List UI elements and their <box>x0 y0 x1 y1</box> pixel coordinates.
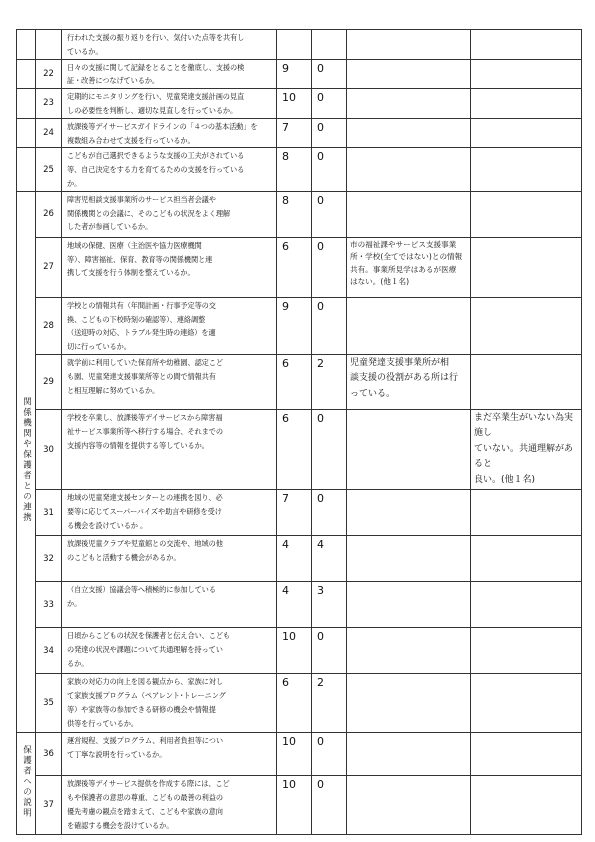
improvement-cell <box>471 536 582 582</box>
item-number: 28 <box>36 297 62 354</box>
comment-cell <box>347 490 471 536</box>
improvement-cell <box>471 89 582 119</box>
table-row <box>17 409 582 490</box>
comment-cell <box>347 674 471 733</box>
item-text: 地域の保健、医療（主治医や協力医療機関 等）、障害福祉、保育、教育等の関係機関と連 携して支援を行う体制を整えているか。 <box>62 237 277 297</box>
item-number: 33 <box>36 582 62 628</box>
yes-count: 6 <box>277 674 312 733</box>
improvement-cell <box>471 118 582 148</box>
category-cell-upper <box>17 118 36 148</box>
improvement-cell <box>471 148 582 191</box>
table-row <box>17 490 582 536</box>
yes-count: 8 <box>277 148 312 191</box>
category-cell-upper <box>17 30 36 60</box>
improvement-cell <box>471 297 582 354</box>
yes-count: 4 <box>277 536 312 582</box>
comment-cell <box>347 191 471 237</box>
item-number: 22 <box>36 59 62 89</box>
item-text: 就学前に利用していた保育所や幼稚園、認定こど も園、児童発達支援事業所等との間で情報共有 と相互理解に努めているか。 <box>62 354 277 409</box>
no-count: 0 <box>312 490 347 536</box>
yes-count: 9 <box>277 297 312 354</box>
item-number: 27 <box>36 237 62 297</box>
item-number: 26 <box>36 191 62 237</box>
table-row <box>17 674 582 733</box>
yes-count <box>277 30 312 60</box>
table-row <box>17 733 582 776</box>
yes-count: 10 <box>277 776 312 835</box>
improvement-cell <box>471 354 582 409</box>
comment-cell <box>347 30 471 60</box>
table-row <box>17 354 582 409</box>
table-row <box>17 191 582 237</box>
table-row <box>17 628 582 674</box>
comment-cell <box>347 148 471 191</box>
no-count: 0 <box>312 628 347 674</box>
category-explanation: 保護者への説明 <box>17 733 36 835</box>
item-text: 放課後等デイサービスガイドラインの「４つの基本活動」を 複数組み合わせて支援を行っているか。 <box>62 118 277 148</box>
improvement-cell <box>471 237 582 297</box>
table-row <box>17 118 582 148</box>
comment-cell <box>347 118 471 148</box>
comment-cell: 市の福祉課やサービス支援事業 所・学校(全てではない)との情報 共有。事業所見学はあるが医療 はない。(他１名) <box>347 237 471 297</box>
improvement-cell <box>471 30 582 60</box>
comment-cell <box>347 582 471 628</box>
item-number: 32 <box>36 536 62 582</box>
comment-cell: 児童発達支援事業所が相 談支援の役割がある所は行 っている。 <box>347 354 471 409</box>
category-cell-upper <box>17 59 36 89</box>
item-text: 学校を卒業し、放課後等デイサービスから障害福 祉サービス事業所等へ移行する場合、それまでの 支援内容等の情報を提供する等しているか。 <box>62 409 277 490</box>
item-number: 36 <box>36 733 62 776</box>
no-count: 0 <box>312 409 347 490</box>
evaluation-table <box>16 29 582 835</box>
table-row <box>17 237 582 297</box>
item-number: 30 <box>36 409 62 490</box>
improvement-cell <box>471 628 582 674</box>
comment-cell <box>347 59 471 89</box>
item-text: 障害児相談支援事業所のサービス担当者会議や 関係機関との会議に、そのこどもの状況をよく理解 した者が参画しているか。 <box>62 191 277 237</box>
item-text: 定期的にモニタリングを行い、児童発達支援計画の見直 しの必要性を判断し、適切な見直しを行っているか。 <box>62 89 277 119</box>
table-row <box>17 536 582 582</box>
item-text: 放課後等デイサービス提供を作成する際には、こど もや保護者の意思の尊重、こどもの最善の利益の 優先考慮の観点を踏まえて、こどもや家族の意向 を確認する機会を設けているか。 <box>62 776 277 835</box>
item-text: 行われた支援の振り返りを行い、気付いた点等を共有し ているか。 <box>62 30 277 60</box>
yes-count: 10 <box>277 89 312 119</box>
table-row <box>17 89 582 119</box>
item-number: 35 <box>36 674 62 733</box>
item-number <box>36 30 62 60</box>
yes-count: 10 <box>277 733 312 776</box>
item-number: 29 <box>36 354 62 409</box>
no-count: 2 <box>312 674 347 733</box>
item-text: 地域の児童発達支援センターとの連携を図り、必 要等に応じてスーパーバイズや助言や研修を受け る機会を設けているか 。 <box>62 490 277 536</box>
item-number: 34 <box>36 628 62 674</box>
comment-cell <box>347 297 471 354</box>
comment-cell <box>347 628 471 674</box>
table-row <box>17 297 582 354</box>
no-count: 3 <box>312 582 347 628</box>
table-row <box>17 30 582 60</box>
item-text: 運営規程、支援プログラム、利用者負担等につい て丁寧な説明を行っているか。 <box>62 733 277 776</box>
yes-count: 4 <box>277 582 312 628</box>
no-count: 0 <box>312 733 347 776</box>
item-number: 24 <box>36 118 62 148</box>
item-number: 23 <box>36 89 62 119</box>
item-text: （自立支援）協議会等へ積極的に参加している か。 <box>62 582 277 628</box>
item-number: 31 <box>36 490 62 536</box>
no-count: 4 <box>312 536 347 582</box>
item-number: 25 <box>36 148 62 191</box>
yes-count: 6 <box>277 237 312 297</box>
no-count: 0 <box>312 776 347 835</box>
comment-cell <box>347 409 471 490</box>
improvement-cell <box>471 733 582 776</box>
yes-count: 7 <box>277 118 312 148</box>
improvement-cell <box>471 582 582 628</box>
table-row <box>17 59 582 89</box>
comment-cell <box>347 536 471 582</box>
yes-count: 8 <box>277 191 312 237</box>
table-row <box>17 582 582 628</box>
improvement-cell <box>471 776 582 835</box>
no-count: 0 <box>312 59 347 89</box>
table-row <box>17 776 582 835</box>
no-count: 0 <box>312 89 347 119</box>
comment-cell <box>347 776 471 835</box>
item-text: 学校との情報共有（年間計画・行事予定等の交 換、こどもの下校時刻の確認等）、連絡調整 （送迎時の対応、トラブル発生時の連絡）を適 切に行っているか。 <box>62 297 277 354</box>
table-row <box>17 148 582 191</box>
yes-count: 7 <box>277 490 312 536</box>
improvement-cell <box>471 490 582 536</box>
comment-cell <box>347 89 471 119</box>
no-count: 2 <box>312 354 347 409</box>
comment-cell <box>347 733 471 776</box>
item-text: 日々の支援に関して記録をとることを徹底し、支援の検 証・改善につなげているか。 <box>62 59 277 89</box>
category-relations: 関係機関や保護者との連携 <box>17 191 36 733</box>
item-text: 放課後児童クラブや児童館との交流や、地域の他 のこどもと活動する機会があるか。 <box>62 536 277 582</box>
improvement-cell <box>471 59 582 89</box>
no-count <box>312 30 347 60</box>
improvement-cell <box>471 674 582 733</box>
no-count: 0 <box>312 237 347 297</box>
no-count: 0 <box>312 297 347 354</box>
yes-count: 9 <box>277 59 312 89</box>
yes-count: 10 <box>277 628 312 674</box>
improvement-cell: まだ卒業生がいない為実施し ていない。共通理解があると 良い。(他１名) <box>471 409 582 490</box>
improvement-cell <box>471 191 582 237</box>
category-cell-upper <box>17 148 36 191</box>
no-count: 0 <box>312 148 347 191</box>
yes-count: 6 <box>277 354 312 409</box>
item-text: こどもが自己選択できるような支援の工夫がされている 等、自己決定をする力を育てるための支援を行っている か。 <box>62 148 277 191</box>
yes-count: 6 <box>277 409 312 490</box>
no-count: 0 <box>312 118 347 148</box>
no-count: 0 <box>312 191 347 237</box>
category-cell-upper <box>17 89 36 119</box>
item-text: 日頃からこどもの状況を保護者と伝え合い、こども の発達の状況や課題について共通理解を持ってい るか。 <box>62 628 277 674</box>
item-text: 家族の対応力の向上を図る観点から、家族に対し て家族支援プログラム（ペアレント･トレーニング 等）や家族等の参加できる研修の機会や情報提 供等を行っているか。 <box>62 674 277 733</box>
item-number: 37 <box>36 776 62 835</box>
